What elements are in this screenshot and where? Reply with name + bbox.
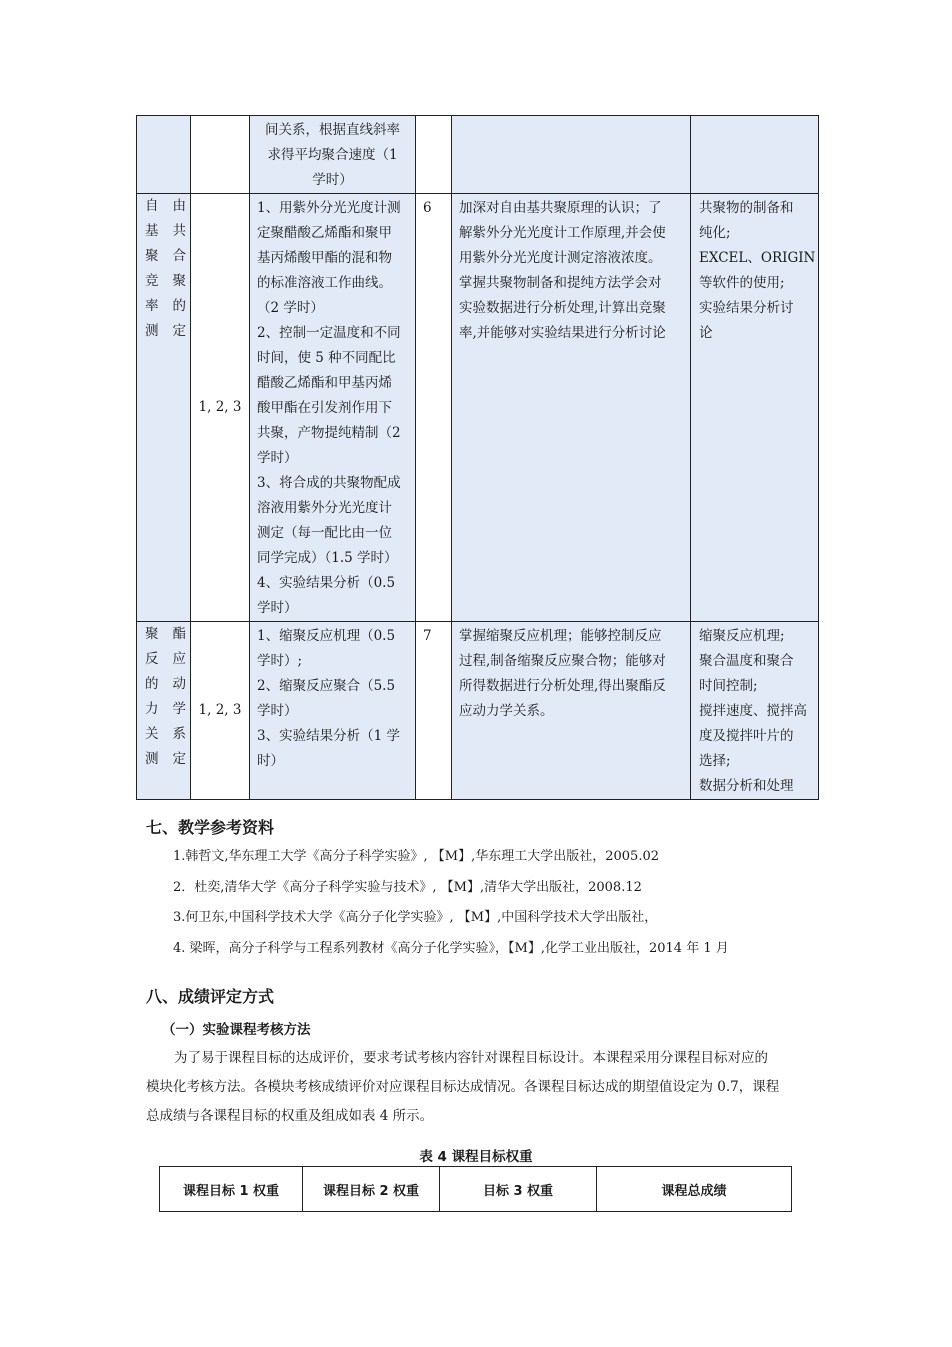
text-line: 测定 bbox=[145, 323, 200, 339]
section8-heading: 八、成绩评定方式 bbox=[146, 987, 275, 1006]
text-line: 的动 bbox=[145, 676, 200, 692]
table-caption: 表 4 课程目标权重 bbox=[419, 1149, 533, 1165]
text-line: 数据分析和处理 bbox=[699, 778, 794, 794]
text-line: 4、实验结果分析（0.5 bbox=[257, 575, 396, 591]
text-line: 2、缩聚反应聚合（5.5 bbox=[257, 678, 396, 694]
cell-goals: 1, 2, 3 bbox=[191, 622, 250, 800]
text-line: 基共 bbox=[145, 223, 200, 239]
cell-keypoint bbox=[691, 622, 819, 800]
text-line: 学时） bbox=[257, 450, 298, 466]
hours-value: 6 bbox=[423, 200, 432, 216]
text-line: 所得数据进行分析处理,得出聚酯反 bbox=[459, 678, 666, 694]
cell-hours bbox=[416, 622, 452, 800]
keypoint-lines bbox=[691, 194, 818, 346]
text-line: 解紫外分光光度计工作原理,并会使 bbox=[459, 225, 666, 241]
text-line: 搅拌速度、搅拌高 bbox=[699, 703, 807, 719]
topic-lines bbox=[145, 194, 200, 344]
section7-heading: 七、教学参考资料 bbox=[146, 818, 275, 837]
text-line: 共聚，产物提纯精制（2 bbox=[257, 425, 401, 441]
text-line: 3、实验结果分析（1 学 bbox=[257, 728, 400, 744]
text-line: 纯化; bbox=[699, 225, 731, 241]
cell-goals: 1, 2, 3 bbox=[191, 194, 250, 622]
table-row-continued bbox=[137, 116, 819, 194]
cell-requirement bbox=[452, 194, 691, 622]
text-line: 醋酸乙烯酯和甲基丙烯 bbox=[257, 375, 392, 391]
experiment-table bbox=[136, 115, 819, 800]
text-line: 力学 bbox=[145, 701, 200, 717]
text-line: 时） bbox=[257, 753, 284, 769]
text-line: 时间控制; bbox=[699, 678, 758, 694]
text-line: 缩聚反应机理; bbox=[699, 628, 785, 644]
cell-content bbox=[250, 622, 416, 800]
cell-topic bbox=[137, 194, 200, 622]
text-line: 实验数据进行分析处理,计算出竞聚 bbox=[459, 300, 666, 316]
content-lines bbox=[250, 622, 415, 774]
cell-topic bbox=[137, 622, 200, 800]
text-line: 同学完成）（1.5 学时） bbox=[257, 550, 398, 566]
text-line: 自由 bbox=[145, 198, 200, 214]
text-line: 基丙烯酸甲酯的混和物 bbox=[257, 250, 392, 266]
weight-header-total: 课程总成绩 bbox=[597, 1167, 792, 1212]
topic-lines bbox=[145, 622, 200, 772]
text-line: 反应 bbox=[145, 651, 200, 667]
cell-goals bbox=[191, 116, 250, 194]
weight-table bbox=[159, 1166, 792, 1212]
text-line: 定聚醋酸乙烯酯和聚甲 bbox=[257, 225, 392, 241]
cell-requirement bbox=[452, 116, 691, 194]
requirement-lines bbox=[452, 622, 690, 724]
text-line: （2 学时） bbox=[257, 300, 324, 316]
text-line: 论 bbox=[699, 325, 713, 341]
section8-subheading: （一）实验课程考核方法 bbox=[162, 1022, 311, 1038]
paragraph-line: 为了易于课程目标的达成评价，要求考试考核内容针对课程目标设计。本课程采用分课程目标对应的 bbox=[174, 1050, 768, 1066]
text-line: 学时） bbox=[257, 703, 298, 719]
text-line: 过程,制备缩聚反应聚合物；能够对 bbox=[459, 653, 666, 669]
text-line: 应动力学关系。 bbox=[459, 703, 554, 719]
reference-item: 4. 梁晖，高分子科学与工程系列教材《高分子化学实验》，【M】,化学工业出版社，2014 年 1 月 bbox=[173, 941, 729, 956]
text-line: 1、用紫外分光光度计测 bbox=[257, 200, 401, 216]
text-line: 率的 bbox=[145, 298, 200, 314]
table-row-copolymerization bbox=[137, 194, 819, 622]
weight-header-goal1: 课程目标 1 权重 bbox=[160, 1167, 303, 1212]
text-line: 度及搅拌叶片的 bbox=[699, 728, 794, 744]
text-line: 学时）; bbox=[257, 653, 303, 669]
text-line: 等软件的使用; bbox=[699, 275, 785, 291]
text-line: 2、控制一定温度和不同 bbox=[257, 325, 401, 341]
text-line: 率,并能够对实验结果进行分析讨论 bbox=[459, 325, 666, 341]
text-line: 3、将合成的共聚物配成 bbox=[257, 475, 401, 491]
text-line: 共聚物的制备和 bbox=[699, 200, 794, 216]
text-line: EXCEL、ORIGIN bbox=[699, 250, 816, 266]
cell-content bbox=[250, 116, 416, 194]
text-line: 时间，使 5 种不同配比 bbox=[257, 350, 396, 366]
cell-requirement bbox=[452, 622, 691, 800]
reference-item: 2．杜奕,清华大学《高分子科学实验与技术》, 【M】,清华大学出版社，2008.12 bbox=[173, 880, 642, 895]
text-line: 酸甲酯在引发剂作用下 bbox=[257, 400, 392, 416]
text-line: 溶液用紫外分光光度计 bbox=[257, 500, 392, 516]
text-line: 选择; bbox=[699, 753, 731, 769]
hours-value: 7 bbox=[423, 628, 432, 644]
cell-topic bbox=[137, 116, 191, 194]
cell-hours bbox=[416, 116, 452, 194]
text-line: 测定（每一配比由一位 bbox=[257, 525, 392, 541]
text-line: 掌握共聚物制备和提纯方法学会对 bbox=[459, 275, 662, 291]
text-line: 学时） bbox=[312, 172, 353, 188]
reference-item: 3.何卫东,中国科学技术大学《高分子化学实验》, 【M】,中国科学技术大学出版社， bbox=[173, 910, 658, 925]
content-lines bbox=[250, 194, 415, 621]
text-line: 关系 bbox=[145, 726, 200, 742]
text-line: 聚合温度和聚合 bbox=[699, 653, 794, 669]
text-line: 学时） bbox=[257, 600, 298, 616]
text-line: 加深对自由基共聚原理的认识；了 bbox=[459, 200, 662, 216]
text-line: 掌握缩聚反应机理；能够控制反应 bbox=[459, 628, 662, 644]
text-line: 用紫外分光光度计测定溶液浓度。 bbox=[459, 250, 662, 266]
cell-hours bbox=[416, 194, 452, 622]
table-row bbox=[160, 1167, 792, 1212]
text-line: 的标准溶液工作曲线。 bbox=[257, 275, 392, 291]
weight-header-goal3: 目标 3 权重 bbox=[440, 1167, 597, 1212]
paragraph-line: 模块化考核方法。各模块考核成绩评价对应课程目标达成情况。各课程目标达成的期望值设定为 0.7，课程 bbox=[146, 1079, 780, 1095]
text-line: 聚合 bbox=[145, 248, 200, 264]
reference-item: 1.韩哲文,华东理工大学《高分子科学实验》, 【M】,华东理工大学出版社，2005.02 bbox=[173, 849, 660, 864]
text-line: 间关系，根据直线斜率 bbox=[265, 122, 400, 138]
paragraph-line: 总成绩与各课程目标的权重及组成如表 4 所示。 bbox=[146, 1108, 434, 1124]
weight-header-goal2: 课程目标 2 权重 bbox=[303, 1167, 440, 1212]
cell-keypoint bbox=[691, 116, 819, 194]
text-line: 测定 bbox=[145, 751, 200, 767]
assessment-paragraph bbox=[146, 1044, 810, 1131]
cell-keypoint bbox=[691, 194, 819, 622]
text-line: 实验结果分析讨 bbox=[699, 300, 794, 316]
cell-content bbox=[250, 194, 416, 622]
text-line: 1、缩聚反应机理（0.5 bbox=[257, 628, 396, 644]
text-line: 竞聚 bbox=[145, 273, 200, 289]
requirement-lines bbox=[452, 194, 690, 346]
content-lines bbox=[250, 116, 415, 193]
keypoint-lines bbox=[691, 622, 818, 799]
text-line: 求得平均聚合速度（1 bbox=[267, 147, 398, 163]
table-row-polyester bbox=[137, 622, 819, 800]
text-line: 聚酯 bbox=[145, 626, 200, 642]
